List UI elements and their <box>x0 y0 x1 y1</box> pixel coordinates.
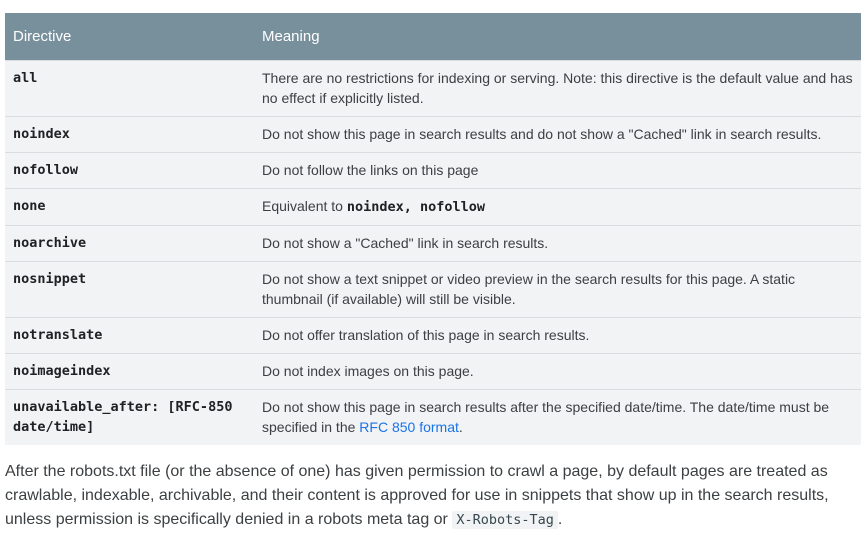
directive-cell: none <box>13 198 46 214</box>
inline-code: noindex, nofollow <box>346 199 486 215</box>
body-paragraph <box>5 460 855 532</box>
table-row <box>5 262 861 318</box>
rfc-850-format-link[interactable]: RFC 850 format <box>359 419 459 435</box>
directive-cell: notranslate <box>13 327 103 343</box>
meaning-cell: Do not show this page in search results and do not show a "Cached" link in search results. <box>262 126 822 142</box>
meaning-cell: Do not offer translation of this page in search results. <box>262 327 590 343</box>
meaning-cell: Do not show a text snippet or video preview in the search results for this page. A static thumbnail (if available) will still be visible. <box>262 271 796 307</box>
table-row <box>5 354 861 390</box>
table-row <box>5 61 861 117</box>
directive-cell: noindex <box>13 126 70 142</box>
directive-cell: noarchive <box>13 235 87 251</box>
table-row <box>5 318 861 354</box>
x-robots-tag-code: X-Robots-Tag <box>452 511 558 529</box>
meaning-cell: Do not index images on this page. <box>262 363 474 379</box>
directive-cell: nosnippet <box>13 271 87 287</box>
header-meaning: Meaning <box>262 28 320 45</box>
meaning-cell: Do not follow the links on this page <box>262 162 479 178</box>
meaning-cell: Do not show a "Cached" link in search results. <box>262 235 549 251</box>
directive-cell: noimageindex <box>13 363 111 379</box>
table-row <box>5 226 861 262</box>
table-row <box>5 153 861 189</box>
meaning-text: Equivalent to <box>262 198 347 214</box>
directive-cell: all <box>13 70 38 86</box>
meaning-text: Do not show this page in search results after the specified date/time. The date/time must be specified in the <box>262 399 830 435</box>
table-row <box>5 189 861 226</box>
meaning-cell <box>255 189 861 226</box>
directive-cell: unavailable_after: [RFC-850 date/time] <box>13 399 233 435</box>
meaning-suffix: . <box>458 419 463 435</box>
table-row <box>5 117 861 153</box>
table-row <box>5 390 861 446</box>
table-header-row <box>5 13 861 61</box>
meaning-cell: There are no restrictions for indexing or serving. Note: this directive is the default value and has no effect if explicitly listed. <box>262 70 853 106</box>
directive-cell: nofollow <box>13 162 79 178</box>
paragraph-suffix: . <box>557 511 563 528</box>
meaning-cell <box>255 390 861 446</box>
robots-directives-table <box>5 13 861 445</box>
paragraph-text: After the robots.txt file (or the absence of one) has given permission to crawl a page, by default pages are treated as crawlable, indexable, archivable, and their content is approved for use in snippets that show up in the search results, unless permission is specifically denied in a robots meta tag or <box>5 463 829 528</box>
header-directive: Directive <box>13 28 72 45</box>
